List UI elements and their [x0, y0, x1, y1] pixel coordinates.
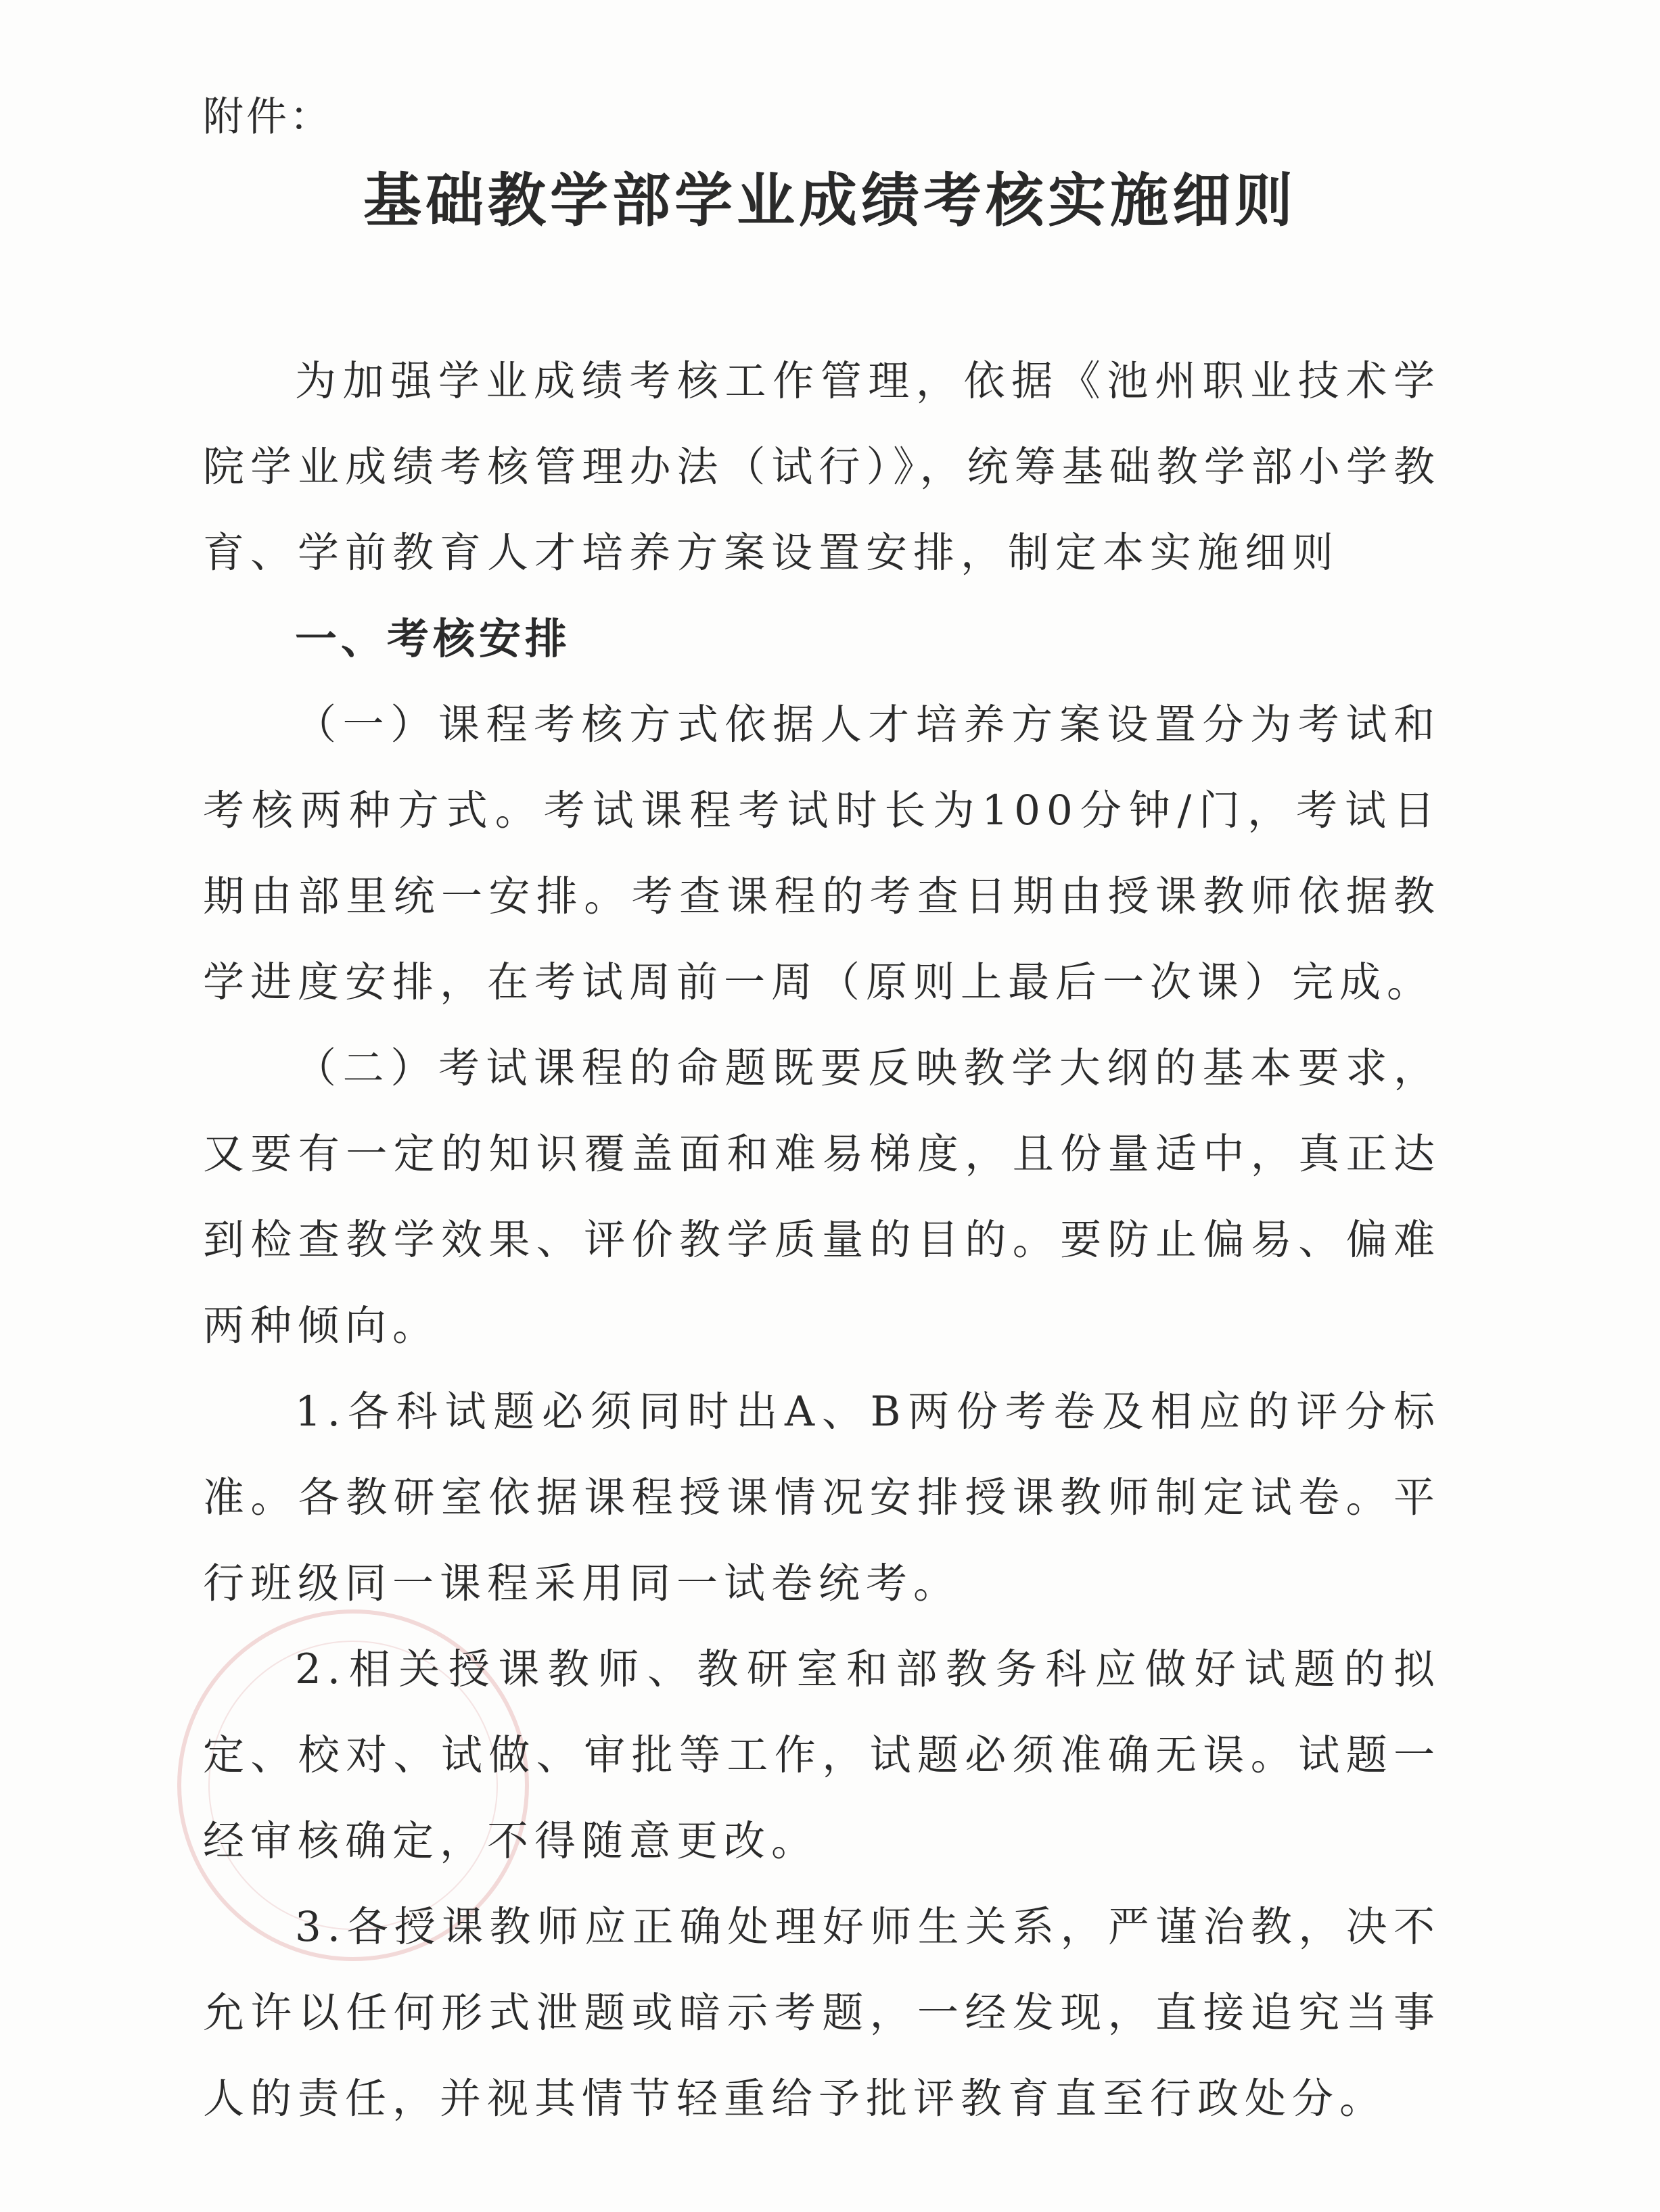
intro-paragraph: 为加强学业成绩考核工作管理，依据《池州职业技术学院学业成绩考核管理办法（试行）》，统筹基础教学部小学教育、学前教育人才培养方案设置安排，制定本实施细则: [203, 357, 1441, 577]
list-item-2: 2.相关授课教师、教研室和部教务科应做好试题的拟定、校对、试做、审批等工作，试题必须准确无误。试题一经审核确定，不得随意更改。: [203, 1645, 1441, 1865]
document-body: [203, 338, 1441, 2142]
attachment-label: 附件：: [203, 93, 333, 141]
document-title: 基础教学部学业成绩考核实施细则: [363, 167, 1297, 235]
list-item-3: 3.各授课教师应正确处理好师生关系，严谨治教，决不允许以任何形式泄题或暗示考题，一经发现，直接追究当事人的责任，并视其情节轻重给予批评教育直至行政处分。: [203, 1903, 1441, 2123]
subsection-paragraph-2: （二）考试课程的命题既要反映教学大纲的基本要求，又要有一定的知识覆盖面和难易梯度，且份量适中，真正达到检查教学效果、评价教学质量的目的。要防止偏易、偏难两种倾向。: [203, 1044, 1441, 1350]
section-heading-1: 一、考核安排: [295, 614, 572, 663]
subsection-paragraph-1: （一）课程考核方式依据人才培养方案设置分为考试和考核两种方式。考试课程考试时长为100分钟/门，考试日期由部里统一安排。考查课程的考查日期由授课教师依据教学进度安排，在考试周前一周（原则上最后一次课）完成。: [203, 701, 1441, 1006]
list-item-1: 1.各科试题必须同时出A、B两份考卷及相应的评分标准。各教研室依据课程授课情况安排授课教师制定试卷。平行班级同一课程采用同一试卷统考。: [203, 1388, 1441, 1607]
